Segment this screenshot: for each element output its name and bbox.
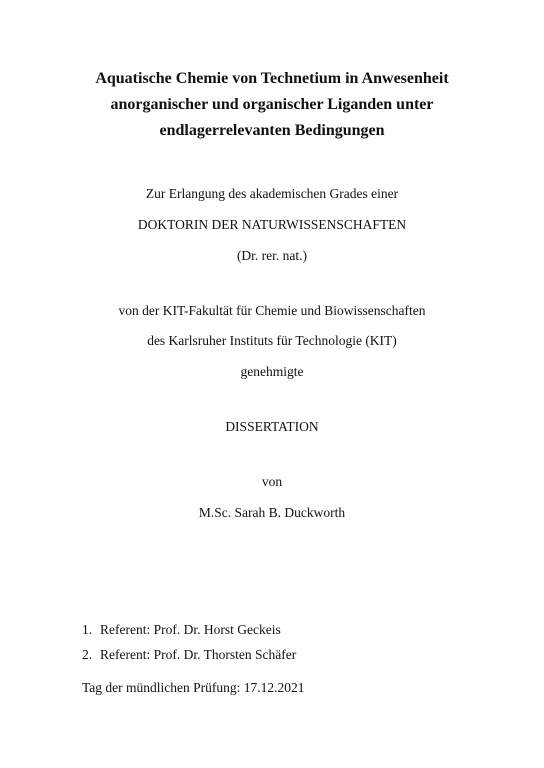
faculty-line-3: genehmigte (240, 364, 304, 379)
thesis-title-line-1: Aquatische Chemie von Technetium in Anwesenheit (95, 70, 449, 87)
by-label: von (261, 474, 283, 489)
exam-date: Tag der mündlichen Prüfung: 17.12.2021 (82, 680, 305, 695)
document-type: DISSERTATION (225, 419, 319, 434)
author-name: M.Sc. Sarah B. Duckworth (198, 505, 346, 520)
degree-line-1: Zur Erlangung des akademischen Grades einer (145, 186, 399, 201)
referee-2-text: Referent: Prof. Dr. Thorsten Schäfer (100, 647, 297, 662)
degree-line-3: (Dr. rer. nat.) (236, 248, 308, 263)
referee-2-number: 2. (82, 647, 93, 662)
thesis-title (0, 66, 544, 144)
referee-1-text: Referent: Prof. Dr. Horst Geckeis (100, 622, 281, 637)
faculty-line-1: von der KIT-Fakultät für Chemie und Biowissenschaften (118, 303, 426, 318)
referee-1-number: 1. (82, 622, 93, 637)
thesis-title-line-3: endlagerrelevanten Bedingungen (159, 122, 385, 139)
degree-line-2: DOKTORIN DER NATURWISSENSCHAFTEN (137, 217, 407, 232)
thesis-title-line-2: anorganischer und organischer Liganden unter (110, 96, 434, 113)
referee-1 (82, 621, 281, 639)
referee-2 (82, 646, 296, 664)
faculty-line-2: des Karlsruher Instituts für Technologie (KIT) (147, 333, 397, 348)
